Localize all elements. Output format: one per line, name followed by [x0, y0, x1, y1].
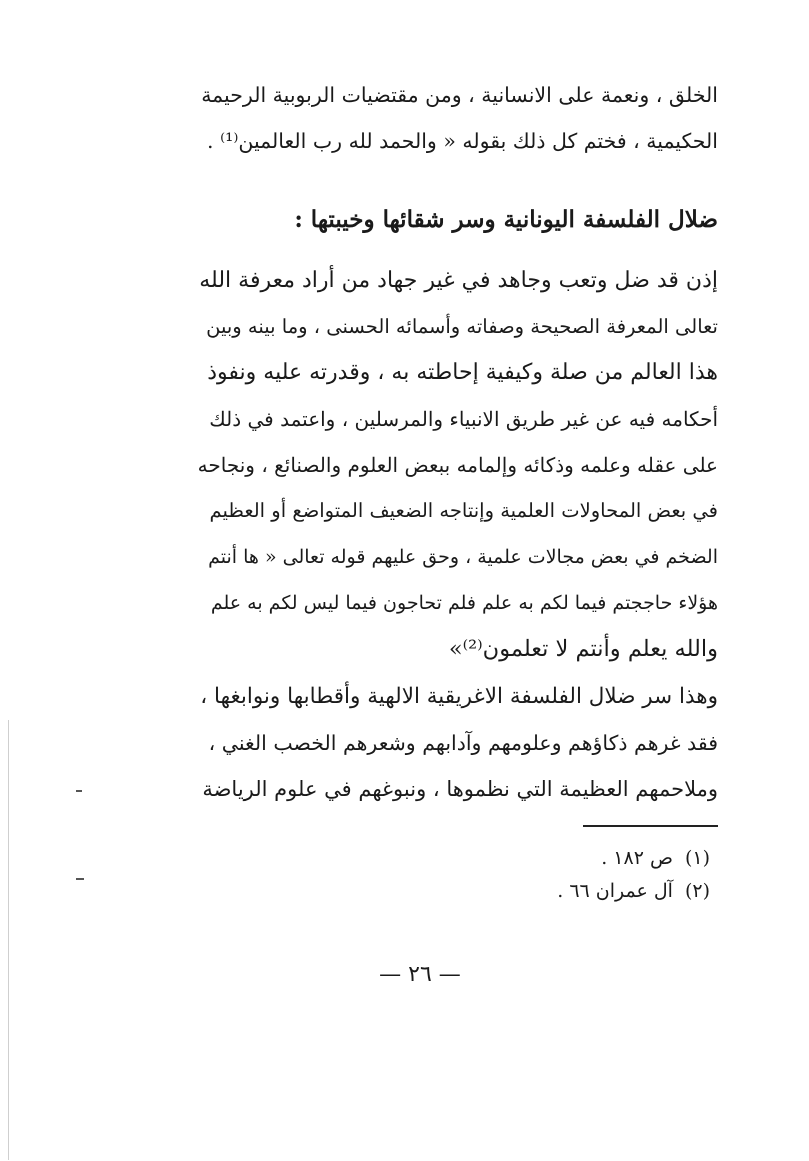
text-line: هذا العالم من صلة وكيفية إحاطته به ، وقدرته عليه ونفوذ [207, 360, 718, 385]
text-line: على عقله وعلمه وذكائه وإلمامه ببعض العلوم والصنائع ، ونجاحه [197, 453, 718, 477]
text-line: وملاحمهم العظيمة التي نظموها ، ونبوغهم في علوم الرياضة [202, 777, 718, 801]
section-heading: ضلال الفلسفة اليونانية وسر شقائها وخيبتها : [294, 206, 718, 233]
text-line: إذن قد ضل وتعب وجاهد في غير جهاد من أراد معرفة الله [199, 268, 718, 293]
footnotes [400, 842, 710, 908]
page-number: — ٢٦ — [379, 962, 461, 987]
paragraph-top [198, 72, 718, 164]
text-line: فقد غرهم ذكاؤهم وعلومهم وآدابهم وشعرهم الخصب الغني ، [208, 731, 718, 755]
paragraph-main [198, 258, 718, 672]
footnote-separator [583, 825, 718, 827]
scan-edge-line [8, 720, 9, 1160]
footnote-marker: (٢) [684, 880, 710, 902]
paragraph-bottom [198, 674, 718, 812]
text-line: هؤلاء حاججتم فيما لكم به علم فلم تحاجون فيما ليس لكم به علم [210, 592, 718, 614]
text-line: الحكيمية ، فختم كل ذلك بقوله « والحمد لله رب العالمين⁽¹⁾ . [207, 129, 718, 153]
footnote-text: ص ١٨٢ . [601, 847, 673, 869]
footnote-marker: (١) [684, 847, 710, 869]
text-line: الخلق ، ونعمة على الانسانية ، ومن مقتضيات الربوبية الرحيمة [201, 83, 718, 107]
text-line: الضخم في بعض مجالات علمية ، وحق عليهم قوله تعالى « ها أنتم [208, 546, 718, 568]
text-line: والله يعلم وأنتم لا تعلمون⁽²⁾» [448, 636, 718, 662]
footnote-text: آل عمران ٦٦ . [557, 880, 673, 902]
text-line: وهذا سر ضلال الفلسفة الاغريقية الالهية وأقطابها ونوابغها ، [200, 684, 718, 709]
text-line: في بعض المحاولات العلمية وإنتاجه الضعيف المتواضع أو العظيم [209, 499, 718, 522]
footnote-item [400, 842, 710, 875]
margin-mark [76, 790, 82, 792]
footnote-item [400, 875, 710, 908]
text-line: أحكامه فيه عن غير طريق الانبياء والمرسلين ، واعتمد في ذلك [209, 407, 718, 431]
text-line: تعالى المعرفة الصحيحة وصفاته وأسمائه الحسنى ، وما بينه وبين [206, 315, 718, 338]
margin-mark [76, 878, 84, 880]
